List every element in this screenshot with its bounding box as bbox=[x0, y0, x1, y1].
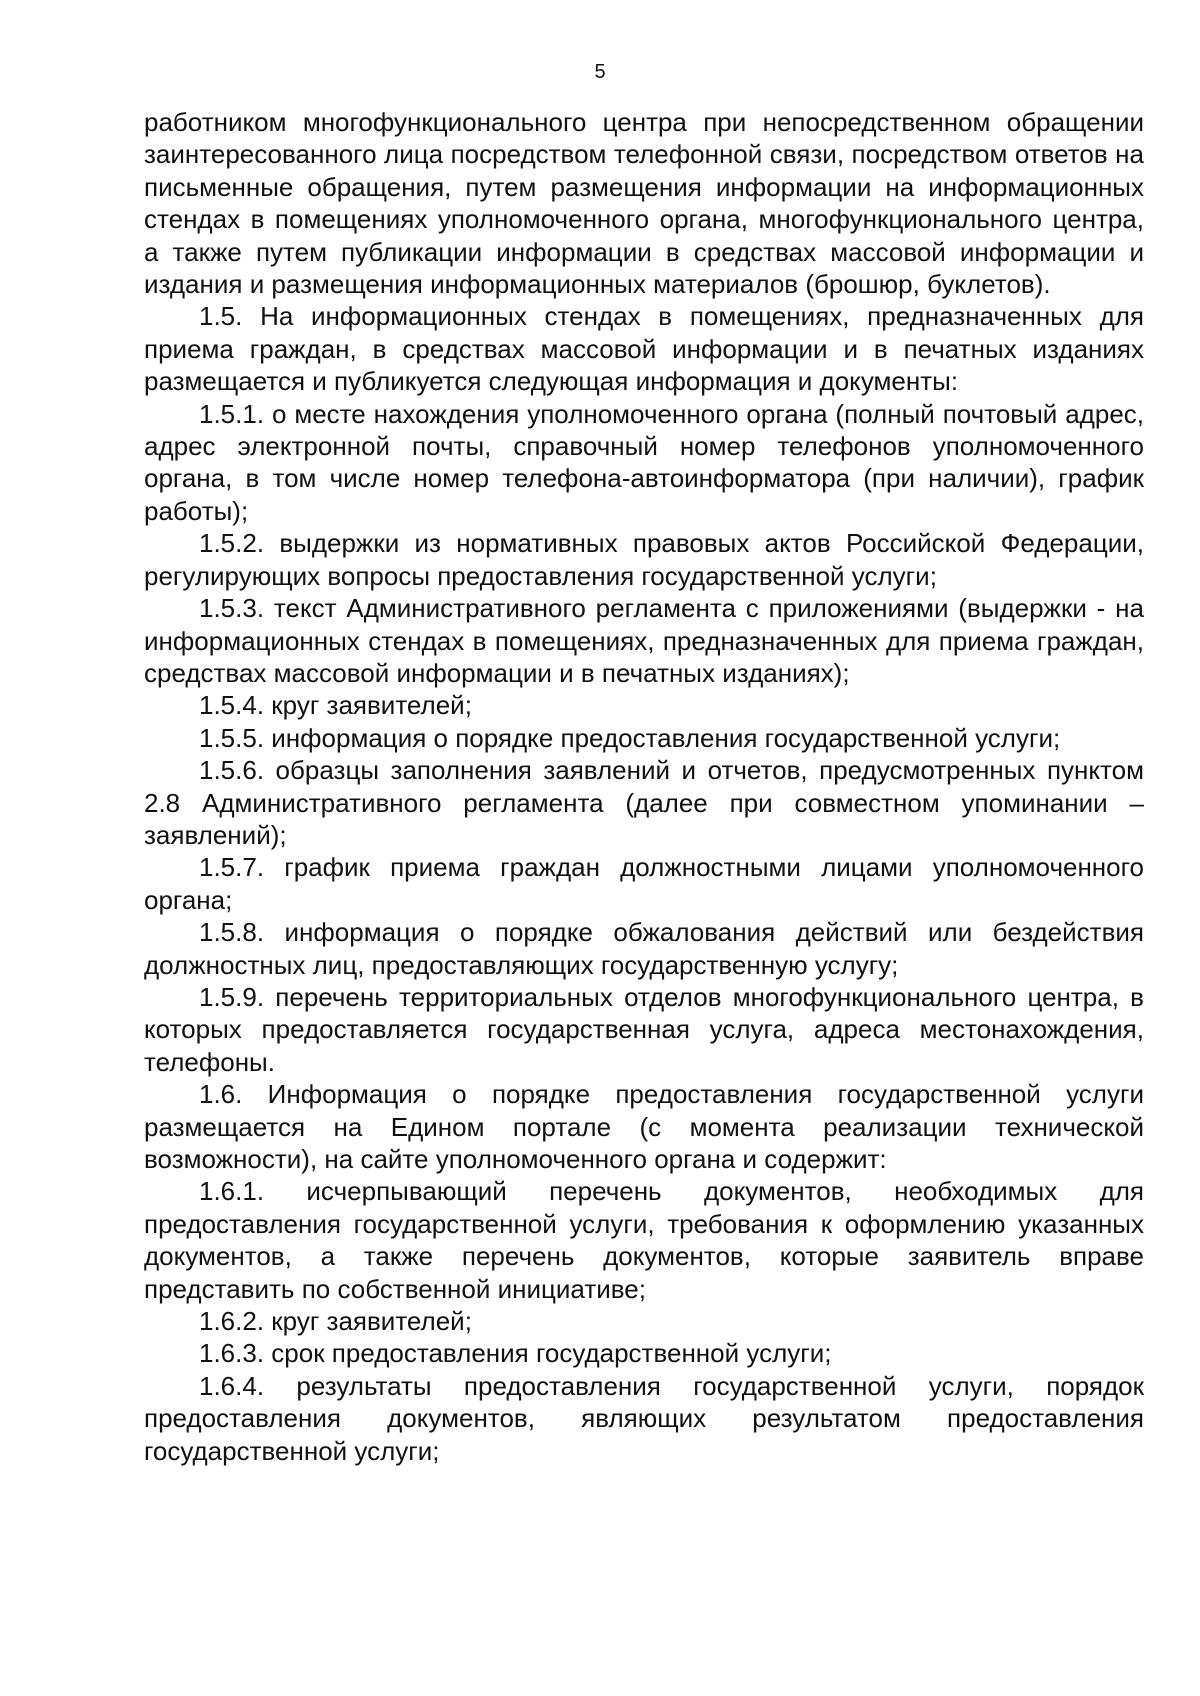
paragraph-1-6-4: 1.6.4. результаты предоставления государственной услуги, порядок предоставления документов, являющих результатом предоставления государственной услуги; bbox=[144, 1370, 1144, 1466]
paragraph-1-6: 1.6. Информация о порядке предоставления государственной услуги размещается на Едином портале (с момента реализации технической возможности), на сайте уполномоченного органа и содержит: bbox=[144, 1079, 1144, 1174]
document-body bbox=[144, 106, 1144, 1467]
paragraph-1-5-3: 1.5.3. текст Административного регламента с приложениями (выдержки - на информационных стендах в помещениях, предназначенных для приема граждан, средствах массовой информации и в печатных изданиях); bbox=[144, 593, 1144, 688]
paragraph-1-5-2: 1.5.2. выдержки из нормативных правовых актов Российской Федерации, регулирующих вопросы предоставления государственной услуги; bbox=[144, 528, 1144, 591]
paragraph-1-5-9: 1.5.9. перечень территориальных отделов многофункционального центра, в которых предоставляется государственная услуга, адреса местонахождения, телефоны. bbox=[144, 981, 1144, 1077]
paragraph-1-5-4: 1.5.4. круг заявителей; bbox=[199, 690, 472, 721]
paragraph-1-5-5: 1.5.5. информация о порядке предоставления государственной услуги; bbox=[199, 722, 1061, 753]
paragraph-1-5: 1.5. На информационных стендах в помещениях, предназначенных для приема граждан, в средствах массовой информации и в печатных изданиях размещается и публикуется следующая информация и документы: bbox=[144, 301, 1144, 397]
paragraph-1-6-3: 1.6.3. срок предоставления государственной услуги; bbox=[199, 1338, 832, 1369]
paragraph-intro-continuation: работником многофункционального центра при непосредственном обращении заинтересованного лица посредством телефонной связи, посредством ответов на письменные обращения, путем размещения информации на информационных стендах в помещениях уполномоченного органа, многофункционального центра, а также путем публикации информации в средствах массовой информации и издания и размещения информационных материалов (брошюр, буклетов). bbox=[144, 107, 1144, 300]
paragraph-1-6-1: 1.6.1. исчерпывающий перечень документов, необходимых для предоставления государственной услуги, требования к оформлению указанных документов, а также перечень документов, которые заявитель вправе представить по собственной инициативе; bbox=[144, 1176, 1144, 1304]
paragraph-1-6-2: 1.6.2. круг заявителей; bbox=[199, 1306, 472, 1337]
paragraph-1-5-8: 1.5.8. информация о порядке обжалования действий или бездействия должностных лиц, предоставляющих государственную услугу; bbox=[144, 917, 1144, 980]
paragraph-1-5-1: 1.5.1. о месте нахождения уполномоченного органа (полный почтовый адрес, адрес электронной почты, справочный номер телефонов уполномоченного органа, в том числе номер телефона-автоинформатора (при наличии), график работы); bbox=[144, 398, 1144, 526]
paragraph-1-5-7: 1.5.7. график приема граждан должностными лицами уполномоченного органа; bbox=[144, 852, 1144, 915]
paragraph-1-5-6: 1.5.6. образцы заполнения заявлений и отчетов, предусмотренных пунктом 2.8 Административного регламента (далее при совместном упоминании – заявлений); bbox=[144, 755, 1144, 850]
page-number: 5 bbox=[594, 61, 606, 83]
